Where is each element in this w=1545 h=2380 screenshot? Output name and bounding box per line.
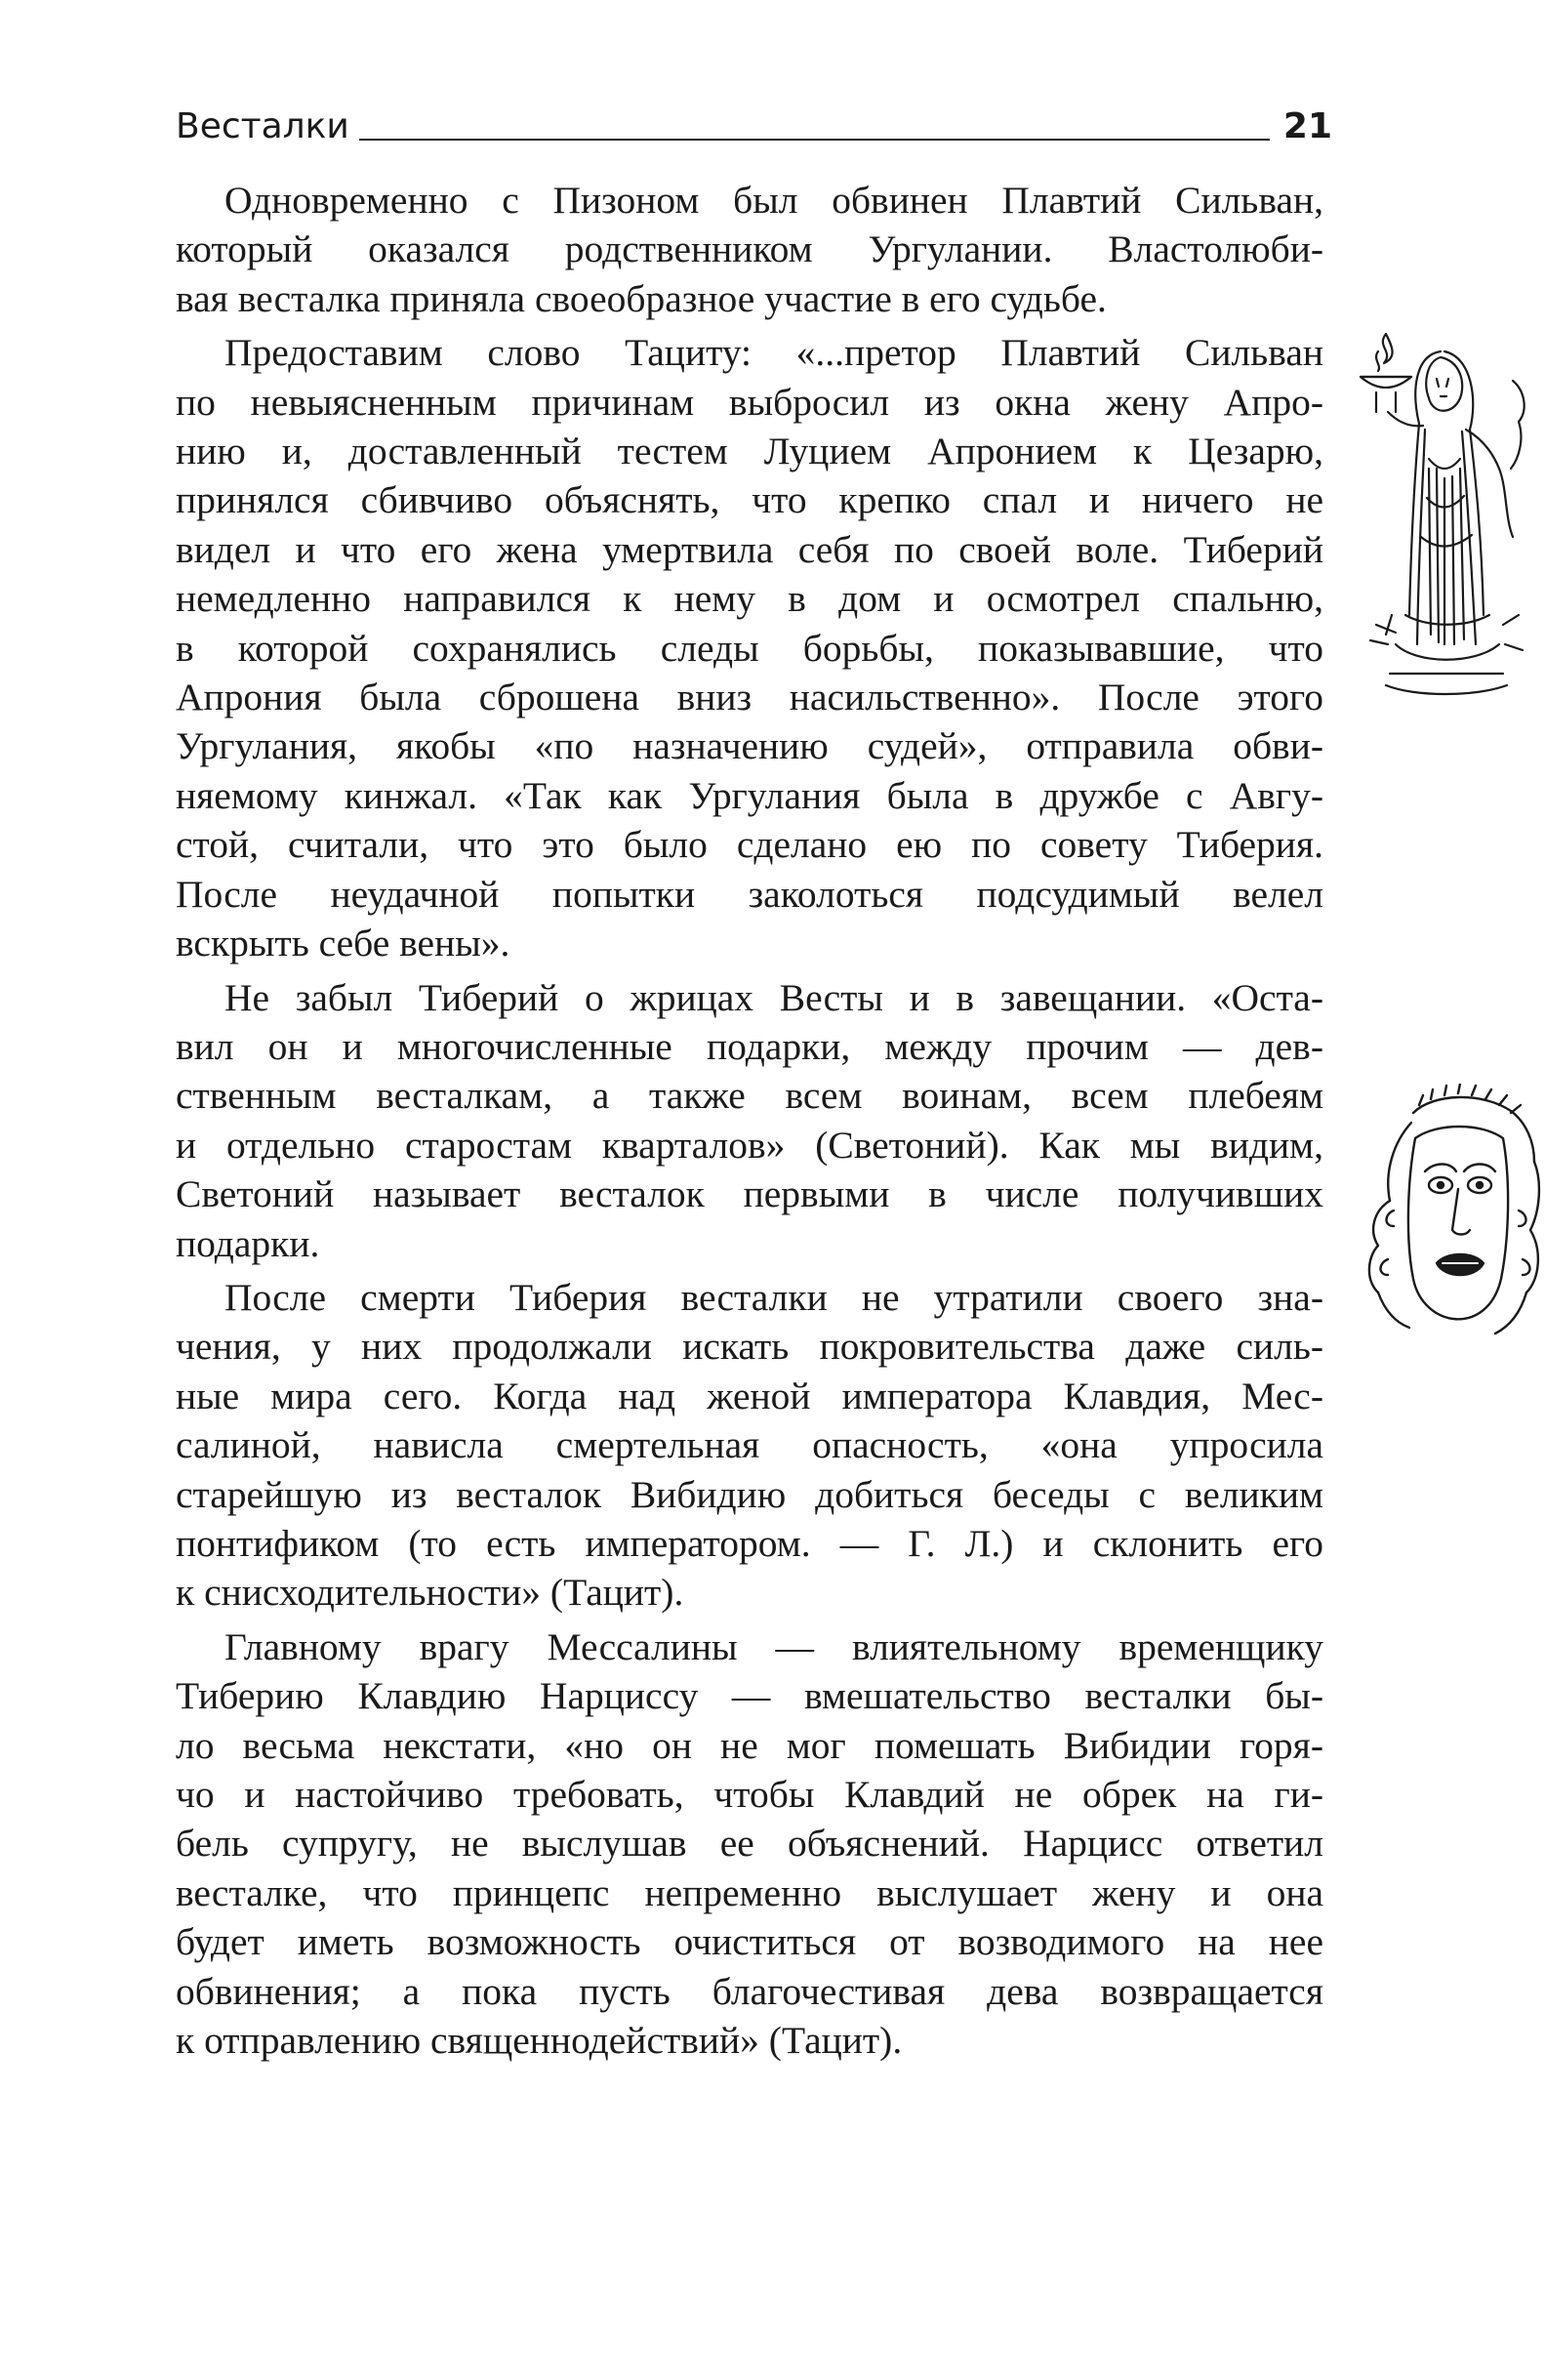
text-line: ные мира сего. Когда над женой императора Клавдия, Мес- xyxy=(176,1374,1323,1417)
text-line: будет иметь возможность очиститься от возводимого на нее xyxy=(176,1920,1323,1964)
text-line: ственным весталкам, а также всем воинам, всем плебеям xyxy=(176,1074,1323,1118)
text-line: Одновременно с Пизоном был обвинен Плавтий Сильван, xyxy=(224,179,1323,222)
running-head xyxy=(176,102,1332,150)
section-title: Весталки xyxy=(176,106,349,146)
text-line: принялся сбивчиво объяснять, что крепко спал и ничего не xyxy=(176,478,1323,522)
paragraph xyxy=(176,176,1323,323)
text-line: нию и, доставленный тестем Луцием Апронием к Цезарю, xyxy=(176,430,1323,473)
text-line: к снисходительности» (Тацит). xyxy=(176,1571,684,1615)
text-line: После смерти Тиберия весталки не утратили своего зна- xyxy=(224,1275,1323,1319)
text-line: подарки. xyxy=(176,1221,320,1265)
text-line: Тиберию Клавдию Нарциссу — вмешательство весталки бы- xyxy=(176,1674,1323,1718)
text-line: в которой сохранялись следы борьбы, показывавшие, что xyxy=(176,626,1323,670)
text-line: После неудачной попытки заколоться подсудимый велел xyxy=(176,872,1323,916)
text-line: по невыясненным причинам выбросил из окна жену Апро- xyxy=(176,380,1323,424)
text-line: Не забыл Тиберий о жрицах Весты и в завещании. «Оста- xyxy=(224,975,1323,1019)
paragraph xyxy=(176,1273,1323,1618)
text-line: салиной, нависла смертельная опасность, «она упросила xyxy=(176,1423,1323,1467)
header-rule xyxy=(359,139,1270,141)
paragraph xyxy=(176,973,1323,1268)
paragraph xyxy=(176,1622,1323,2066)
text-line: вил он и многочисленные подарки, между прочим — дев- xyxy=(176,1024,1323,1068)
text-line: чения, у них продолжали искать покровительства даже силь- xyxy=(176,1325,1323,1369)
text-line: который оказался родственником Ургулании. Властолюби- xyxy=(176,227,1323,271)
body-text xyxy=(176,176,1323,2070)
text-line: ло весьма некстати, «но он не мог помешать Вибидии горя- xyxy=(176,1723,1323,1767)
page-number: 21 xyxy=(1282,106,1332,146)
text-line: бель супругу, не выслушав ее объяснений. Нарцисс ответил xyxy=(176,1822,1323,1866)
text-line: вскрыть себе вены». xyxy=(176,922,510,965)
text-line: чо и настойчиво требовать, чтобы Клавдий не обрек на ги- xyxy=(176,1773,1323,1816)
text-line: стой, считали, что это было сделано ею по совету Тиберия. xyxy=(176,823,1323,867)
text-line: Ургулания, якобы «по назначению судей», отправила обви- xyxy=(176,724,1323,768)
text-line: вая весталка приняла своеобразное участие в его судьбе. xyxy=(176,276,1107,320)
text-line: немедленно направился к нему в дом и осмотрел спальню, xyxy=(176,577,1323,621)
text-line: старейшую из весталок Вибидию добиться беседы с великим xyxy=(176,1472,1323,1516)
text-line: весталке, что принцепс непременно выслушает жену и она xyxy=(176,1870,1323,1914)
text-line: Апрония была сброшена вниз насильственно». После этого xyxy=(176,676,1323,719)
paragraph xyxy=(176,328,1323,967)
text-line: и отдельно старостам кварталов» (Светоний). Как мы видим, xyxy=(176,1123,1323,1167)
text-line: Светоний называет весталок первыми в числе получивших xyxy=(176,1172,1323,1216)
text-line: Главному врагу Мессалины — влиятельному временщику xyxy=(224,1624,1323,1668)
text-line: Предоставим слово Тациту: «...претор Плавтий Сильван xyxy=(224,331,1323,375)
text-line: понтификом (то есть императором. — Г. Л.) и склонить его xyxy=(176,1521,1323,1565)
text-line: видел и что его жена умертвила себя по своей воле. Тиберий xyxy=(176,527,1323,571)
theatre-mask-icon xyxy=(1355,1084,1545,1357)
text-line: к отправлению священнодействий» (Тацит). xyxy=(176,2019,903,2063)
text-line: обвинения; а пока пусть благочестивая дева возвращается xyxy=(176,1969,1323,2013)
vestal-figure-icon xyxy=(1347,322,1542,713)
text-line: няемому кинжал. «Так как Ургулания была в дружбе с Авгу- xyxy=(176,773,1323,817)
